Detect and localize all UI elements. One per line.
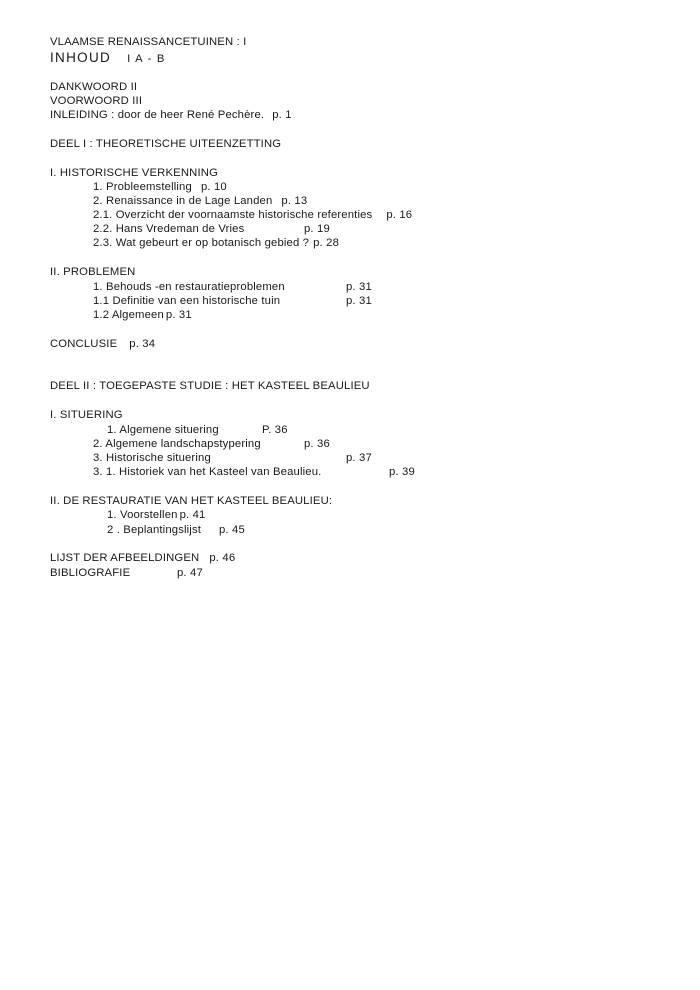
part-heading-deel-2: DEEL II : TOEGEPASTE STUDIE : HET KASTEEL BEAULIEU <box>50 380 370 392</box>
toc-entry-page: p. 13 <box>281 195 308 207</box>
toc-entry-dankwoord: DANKWOORD II <box>50 81 138 93</box>
toc-entry-page: p. 31 <box>165 309 192 321</box>
page-title-text: INHOUD <box>50 50 112 65</box>
toc-entry-label: LIJST DER AFBEELDINGEN <box>50 552 200 564</box>
toc-entry-inleiding <box>50 108 292 122</box>
toc-entry-page: p. 41 <box>179 509 206 521</box>
toc-entry <box>93 236 339 250</box>
toc-entry-voorwoord: VOORWOORD III <box>50 95 143 107</box>
toc-entry: 2 . Beplantingslijst <box>107 524 202 536</box>
toc-entry: 1. Algemene situering <box>107 424 219 436</box>
toc-entry: 1. Behouds -en restauratieproblemen <box>93 281 285 293</box>
toc-entry-label: INLEIDING : door de heer René Pechère. <box>50 109 265 121</box>
toc-entry <box>93 208 412 222</box>
toc-entry-label: 1. Probleemstelling <box>93 181 192 193</box>
toc-entry-page: p. 16 <box>386 209 413 221</box>
chapter-heading-situering: I. SITUERING <box>50 409 123 421</box>
series-title: VLAAMSE RENAISSANCETUINEN : I <box>50 36 247 48</box>
toc-entry-page: p. 19 <box>304 223 330 235</box>
toc-entry <box>107 508 205 522</box>
toc-entry-label: CONCLUSIE <box>50 338 118 350</box>
toc-entry-page: p. 28 <box>313 237 340 249</box>
toc-entry-page: p. 37 <box>346 452 372 464</box>
toc-entry-page: p. 31 <box>346 281 372 293</box>
toc-entry-page: p. 31 <box>346 295 372 307</box>
chapter-heading-restauratie: II. DE RESTAURATIE VAN HET KASTEEL BEAULIEU: <box>50 495 333 507</box>
toc-entry-bibliografie: BIBLIOGRAFIE <box>50 567 131 579</box>
page-title <box>50 49 166 68</box>
toc-entry <box>93 308 192 322</box>
toc-entry-page: p. 45 <box>219 524 245 536</box>
toc-entry-page: p. 34 <box>129 338 156 350</box>
toc-entry-page: p. 47 <box>177 567 203 579</box>
toc-entry-page: p. 36 <box>304 438 330 450</box>
toc-entry: 2. Algemene landschapstypering <box>93 438 261 450</box>
toc-entry-label: 2.2. Hans Vredeman de Vries <box>93 223 245 235</box>
toc-entry-afbeeldingen <box>50 551 235 565</box>
toc-entry <box>93 194 307 208</box>
toc-entry: 3. Historische situering <box>93 452 211 464</box>
toc-entry-page: p. 39 <box>389 466 415 478</box>
toc-entry-label: 2. Renaissance in de Lage Landen <box>93 195 273 207</box>
toc-entry <box>93 180 227 194</box>
toc-entry-label: 1. Voorstellen <box>107 509 178 521</box>
toc-entry-label: 2.1. Overzicht der voornaamste historische referenties <box>93 209 373 221</box>
toc-entry <box>93 222 244 236</box>
chapter-heading-historische-verkenning: I. HISTORISCHE VERKENNING <box>50 167 219 179</box>
toc-entry-page: p. 46 <box>209 552 236 564</box>
toc-entry: 1.1 Definitie van een historische tuin <box>93 295 281 307</box>
chapter-heading-problemen: II. PROBLEMEN <box>50 266 136 278</box>
toc-entry-page: p. 1 <box>272 109 292 121</box>
toc-entry-conclusie <box>50 337 155 351</box>
page-title-pages: I A - B <box>127 53 166 65</box>
toc-entry-label: 1.2 Algemeen <box>93 309 164 321</box>
part-heading-deel-1: DEEL I : THEORETISCHE UITEENZETTING <box>50 138 282 150</box>
toc-entry-label: 2.3. Wat gebeurt er op botanisch gebied ? <box>93 237 310 249</box>
toc-entry: 3. 1. Historiek van het Kasteel van Beaulieu. <box>93 466 322 478</box>
toc-entry-page: P. 36 <box>262 424 288 436</box>
toc-entry-page: p. 10 <box>200 181 227 193</box>
